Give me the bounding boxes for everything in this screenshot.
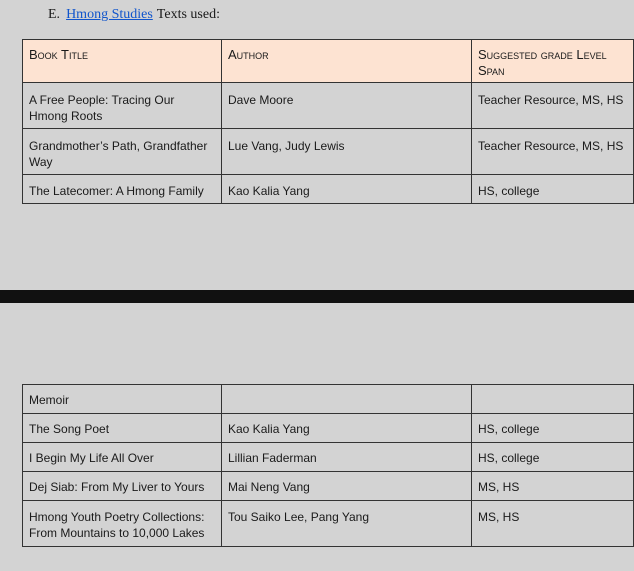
book-title-cell: I Begin My Life All Over: [23, 443, 222, 472]
author-cell: Kao Kalia Yang: [222, 175, 472, 204]
page-break-divider: [0, 290, 634, 303]
header-grade-level: Suggested grade Level Span: [472, 40, 634, 83]
texts-table-continued: [22, 384, 634, 547]
table-row: [23, 175, 634, 204]
book-title-cell: Dej Siab: From My Liver to Yours: [23, 472, 222, 501]
table-row: [23, 385, 634, 414]
grade-cell: MS, HS: [472, 501, 634, 547]
author-cell: Mai Neng Vang: [222, 472, 472, 501]
book-title-cell: The Latecomer: A Hmong Family: [23, 175, 222, 204]
book-title-cell: A Free People: Tracing Our Hmong Roots: [23, 83, 222, 129]
grade-cell: HS, college: [472, 175, 634, 204]
author-cell: Lillian Faderman: [222, 443, 472, 472]
author-cell: Lue Vang, Judy Lewis: [222, 129, 472, 175]
grade-cell: Teacher Resource, MS, HS: [472, 129, 634, 175]
table-header-row: [23, 40, 634, 83]
book-title-cell: The Song Poet: [23, 414, 222, 443]
section-letter: E.: [48, 7, 61, 22]
table-row: [23, 443, 634, 472]
table-row: [23, 414, 634, 443]
header-author: Author: [222, 40, 472, 83]
author-cell: Kao Kalia Yang: [222, 414, 472, 443]
hmong-studies-link[interactable]: Hmong Studies: [66, 7, 153, 22]
texts-table: [22, 39, 634, 204]
author-cell: [222, 385, 472, 414]
grade-cell: [472, 385, 634, 414]
book-title-cell: Grandmother’s Path, Grandfather Way: [23, 129, 222, 175]
header-book-title: Book Title: [23, 40, 222, 83]
table-row: [23, 501, 634, 547]
grade-cell: HS, college: [472, 443, 634, 472]
book-title-cell: Hmong Youth Poetry Collections: From Mountains to 10,000 Lakes: [23, 501, 222, 547]
grade-cell: MS, HS: [472, 472, 634, 501]
grade-cell: Teacher Resource, MS, HS: [472, 83, 634, 129]
author-cell: Dave Moore: [222, 83, 472, 129]
table-row: [23, 129, 634, 175]
category-cell: Memoir: [23, 385, 222, 414]
section-suffix: Texts used:: [156, 7, 220, 22]
author-cell: Tou Saiko Lee, Pang Yang: [222, 501, 472, 547]
table-row: [23, 83, 634, 129]
section-heading: [48, 6, 220, 24]
table-row: [23, 472, 634, 501]
grade-cell: HS, college: [472, 414, 634, 443]
